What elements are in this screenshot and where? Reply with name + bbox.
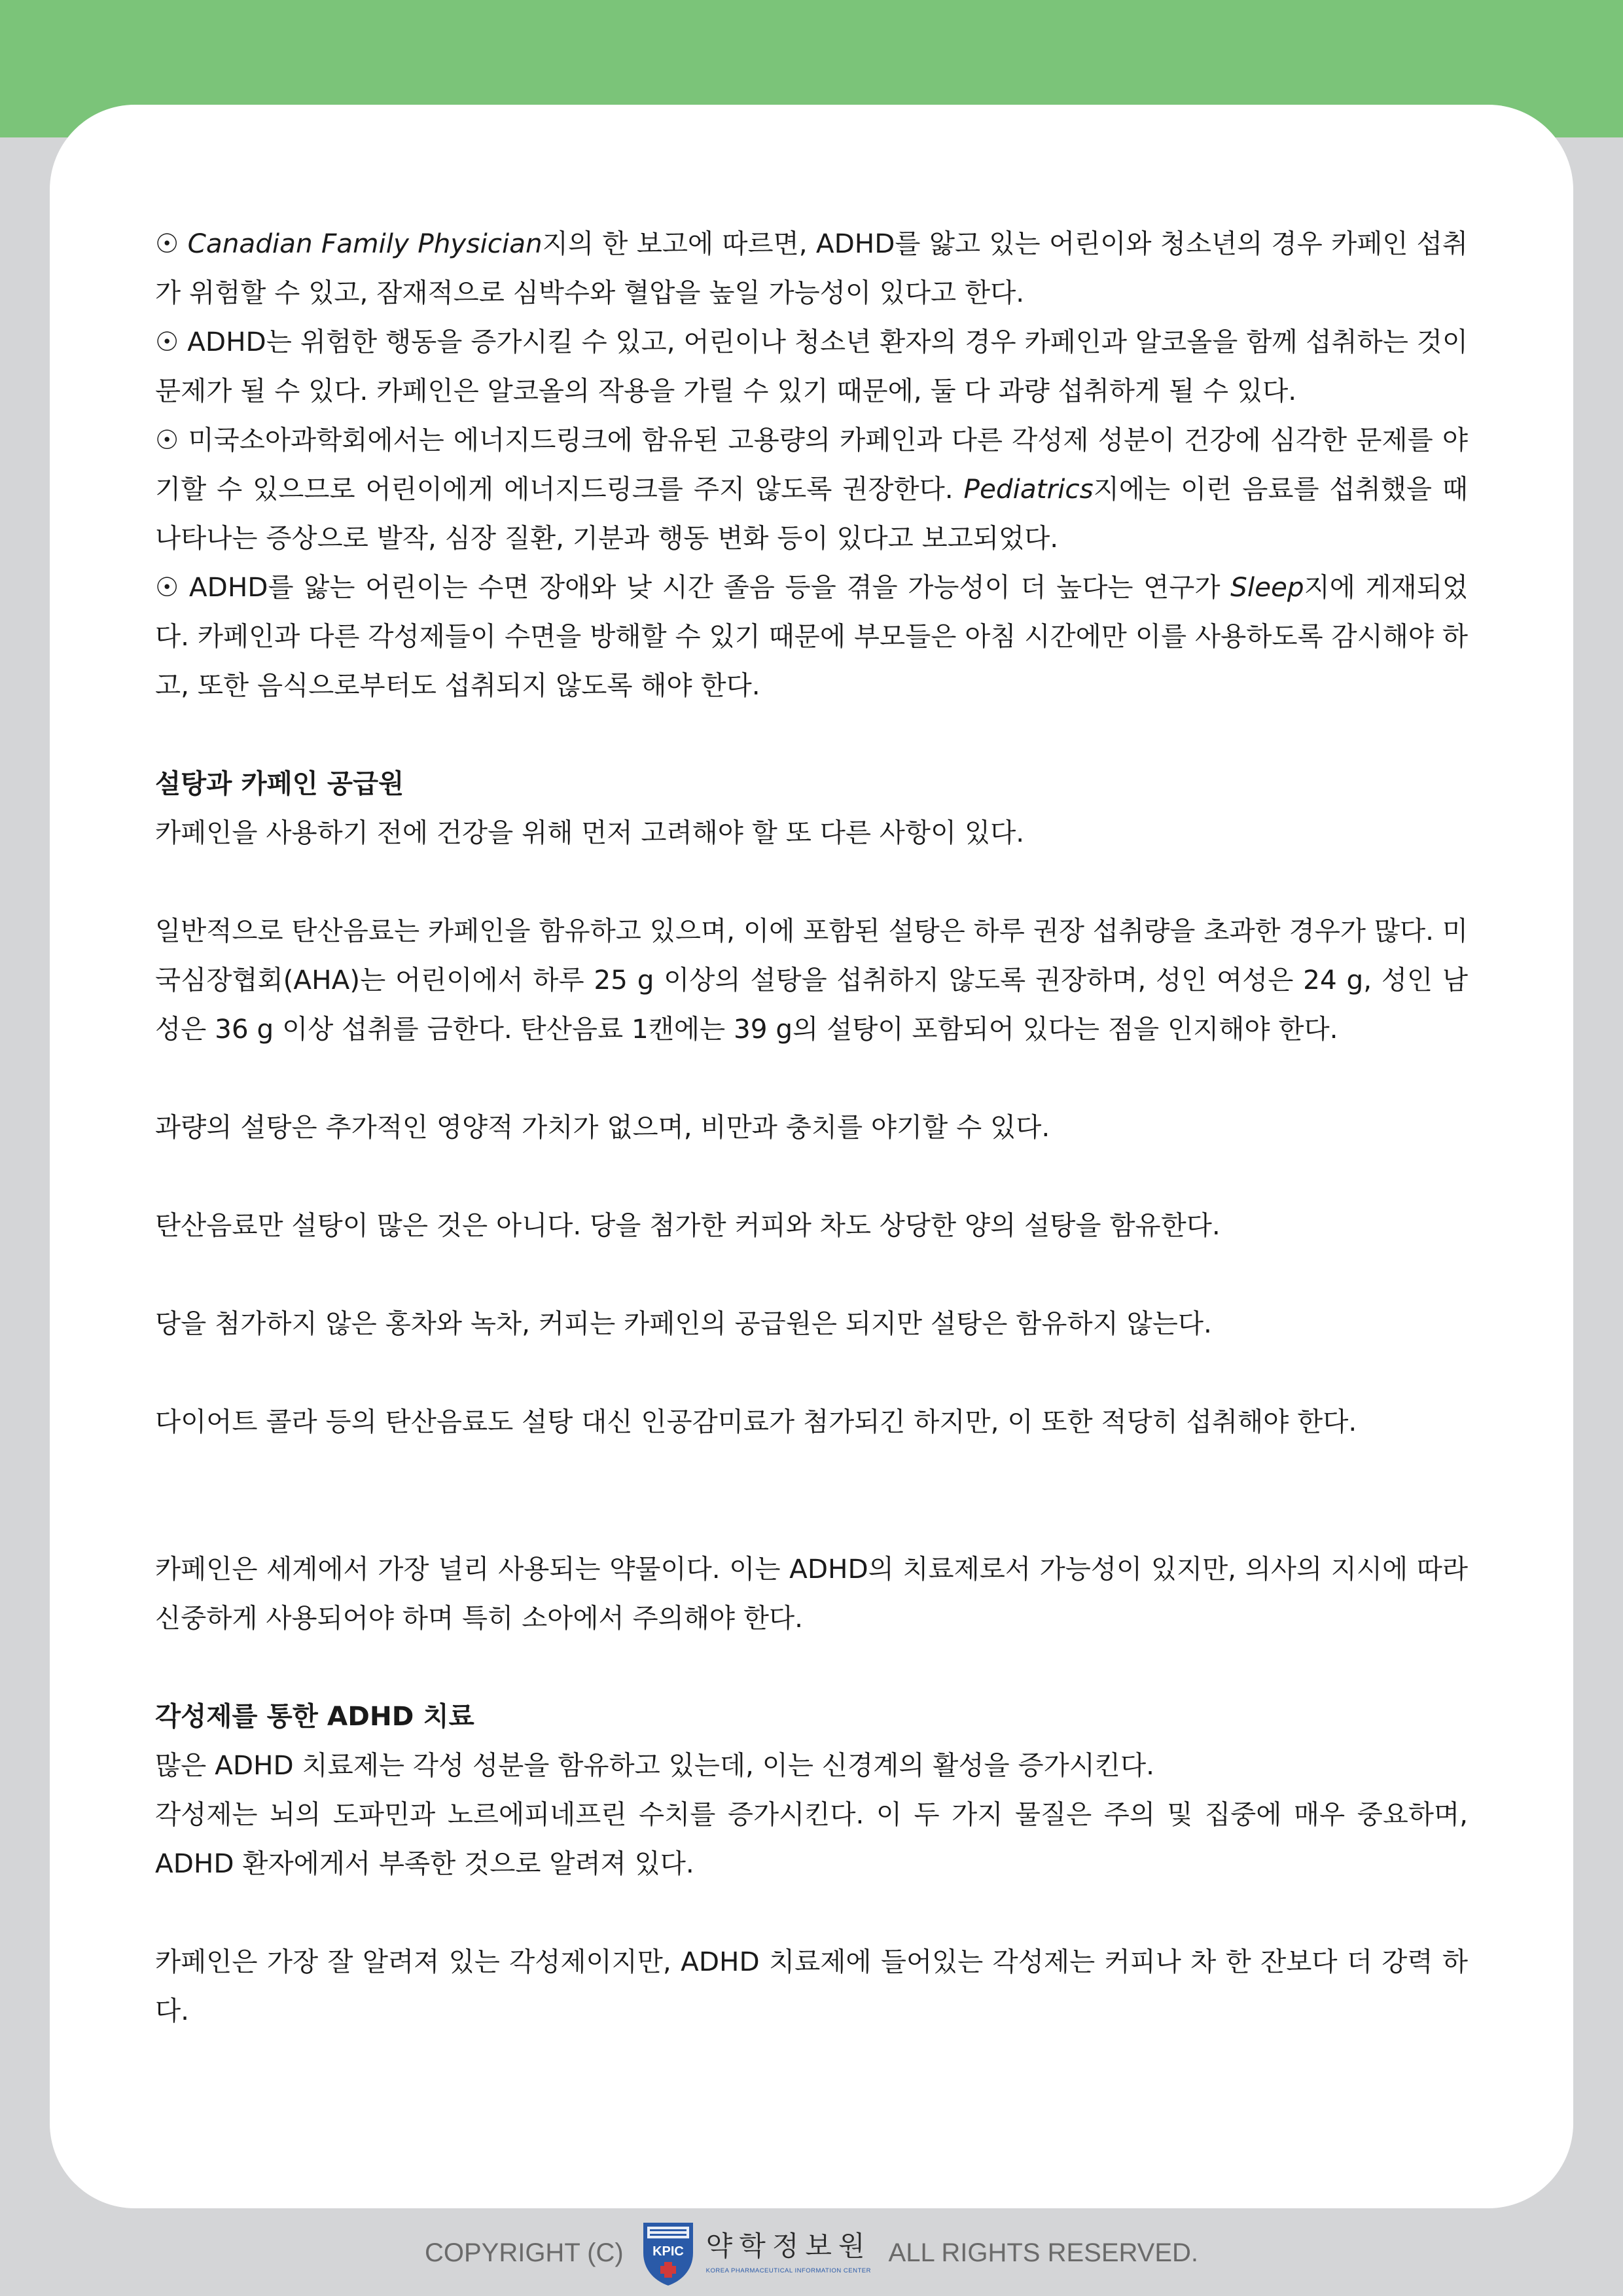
section2-paragraph-3: 카페인은 가장 잘 알려져 있는 각성제이지만, ADHD 치료제에 들어있는 각성제는 커피나 차 한 잔보다 더 강력 하다.	[155, 1946, 1468, 2026]
kpic-shield-icon	[641, 2219, 696, 2287]
emblem-text: KPIC	[652, 2244, 684, 2259]
section-heading-sugar-caffeine: 설탕과 카페인 공급원	[155, 768, 404, 799]
section1-paragraph-4: 당을 첨가하지 않은 홍차와 녹차, 커피는 카페인의 공급원은 되지만 설탕은 함유하지 않는다.	[155, 1308, 1212, 1339]
journal-name: Pediatrics	[963, 473, 1094, 505]
section-heading-adhd-stimulants: 각성제를 통한 ADHD 치료	[155, 1700, 474, 1732]
bullet-circled-dot-icon: ☉	[155, 326, 179, 357]
rights-text: ALL RIGHTS RESERVED.	[888, 2238, 1199, 2267]
bullet-item-4: ☉ ADHD를 앓는 어린이는 수면 장애와 낮 시간 졸음 등을 겪을 가능성이 더 높다는 연구가 Sleep지에 게재되었다. 카페인과 다른 각성제들이 수면을 방해할 수 있기 때문에 부모들은 아침 시간에만 이를 사용하도록 감시해야 하고, 또한 음식으로부터도 섭취되지 않도록 해야 한다.	[155, 571, 1468, 701]
bullet-item-2: ☉ ADHD는 위험한 행동을 증가시킬 수 있고, 어린이나 청소년 환자의 경우 카페인과 알코올을 함께 섭취하는 것이 문제가 될 수 있다. 카페인은 알코올의 작용을 가릴 수 있기 때문에, 둘 다 과량 섭취하게 될 수 있다.	[155, 326, 1468, 406]
section1-paragraph-3: 탄산음료만 설탕이 많은 것은 아니다. 당을 첨가한 커피와 차도 상당한 양의 설탕을 함유한다.	[155, 1210, 1221, 1241]
kpic-logo	[641, 2219, 872, 2287]
section2-paragraph-1: 많은 ADHD 치료제는 각성 성분을 함유하고 있는데, 이는 신경계의 활성을 증가시킨다.	[155, 1749, 1154, 1781]
journal-name: Sleep	[1230, 571, 1304, 603]
section1-paragraph-1: 일반적으로 탄산음료는 카페인을 함유하고 있으며, 이에 포함된 설탕은 하루 권장 섭취량을 초과한 경우가 많다. 미국심장협회(AHA)는 어린이에서 하루 25 g 이상의 설탕을 섭취하지 않도록 권장하며, 성인 여성은 24 g, 성인 남성은 36 g 이상 섭취를 금한다. 탄산음료 1캔에는 39 g의 설탕이 포함되어 있다는 점을 인지해야 한다.	[155, 915, 1468, 1045]
section2-paragraph-2: 각성제는 뇌의 도파민과 노르에피네프린 수치를 증가시킨다. 이 두 가지 물질은 주의 및 집중에 매우 중요하며, ADHD 환자에게서 부족한 것으로 알려져 있다.	[155, 1799, 1468, 1879]
bullet-circled-dot-icon: ☉	[155, 571, 179, 603]
section1-paragraph-5: 다이어트 콜라 등의 탄산음료도 설탕 대신 인공감미료가 첨가되긴 하지만, 이 또한 적당히 섭취해야 한다.	[155, 1406, 1357, 1437]
section1-paragraph-2: 과량의 설탕은 추가적인 영양적 가치가 없으며, 비만과 충치를 야기할 수 있다.	[155, 1111, 1050, 1143]
bullet-circled-dot-icon: ☉	[155, 424, 179, 456]
org-name-korean: 약학정보원	[705, 2230, 872, 2262]
journal-name: Canadian Family Physician	[187, 228, 543, 259]
org-name-english: KOREA PHARMACEUTICAL INFORMATION CENTER	[705, 2267, 871, 2274]
bullet-circled-dot-icon: ☉	[155, 228, 179, 259]
footer	[0, 2210, 1623, 2296]
section1-intro: 카페인을 사용하기 전에 건강을 위해 먼저 고려해야 할 또 다른 사항이 있다.	[155, 817, 1025, 848]
document-body	[155, 219, 1468, 2036]
bullet-item-1: ☉ Canadian Family Physician지의 한 보고에 따르면, ADHD를 앓고 있는 어린이와 청소년의 경우 카페인 섭취가 위험할 수 있고, 잠재적으로 심박수와 혈압을 높일 가능성이 있다고 한다.	[155, 228, 1469, 308]
copyright-text: COPYRIGHT (C)	[424, 2238, 624, 2267]
bullet-item-3: ☉ 미국소아과학회에서는 에너지드링크에 함유된 고용량의 카페인과 다른 각성제 성분이 건강에 심각한 문제를 야기할 수 있으므로 어린이에게 에너지드링크를 주지 않도록 권장한다. Pediatrics지에는 이런 음료를 섭취했을 때 나타나는 증상으로 발작, 심장 질환, 기분과 행동 변화 등이 있다고 보고되었다.	[155, 424, 1468, 554]
summary-paragraph: 카페인은 세계에서 가장 널리 사용되는 약물이다. 이는 ADHD의 치료제로서 가능성이 있지만, 의사의 지시에 따라 신중하게 사용되어야 하며 특히 소아에서 주의해야 한다.	[155, 1553, 1468, 1634]
